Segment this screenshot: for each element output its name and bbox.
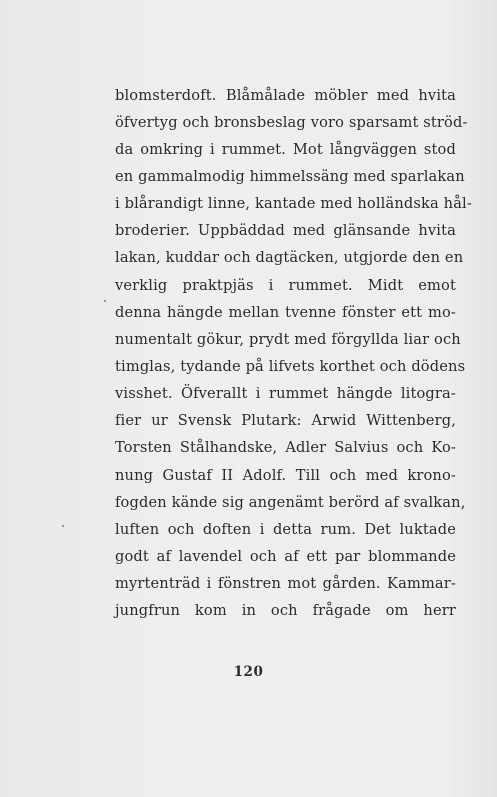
- text-line: Torsten Stålhandske, Adler Salvius och Ko-: [115, 439, 456, 456]
- text-line: fier ur Svensk Plutark: Arwid Wittenberg,: [115, 412, 456, 429]
- paper-speck: [62, 525, 64, 527]
- text-line: broderier. Uppbäddad med glänsande hvita: [115, 222, 456, 239]
- text-line: en gammalmodig himmelssäng med sparlakan: [115, 168, 465, 185]
- paper-speck: [104, 300, 106, 302]
- text-line: fogden kände sig angenämt berörd af svalkan,: [115, 494, 466, 511]
- text-line: blomsterdoft. Blåmålade möbler med hvita: [115, 87, 456, 104]
- page-number: 120: [233, 664, 264, 680]
- text-line: denna hängde mellan tvenne fönster ett mo-: [115, 304, 456, 321]
- text-line: visshet. Öfverallt i rummet hängde litogra-: [115, 385, 456, 402]
- text-line: i blårandigt linne, kantade med holländska hål-: [115, 195, 472, 212]
- text-line: timglas, tydande på lifvets korthet och dödens: [115, 358, 466, 375]
- text-line: luften och doften i detta rum. Det luktade: [115, 521, 456, 538]
- text-line: numentalt gökur, prydt med förgyllda liar och: [115, 331, 461, 348]
- text-line: lakan, kuddar och dagtäcken, utgjorde den en: [115, 249, 464, 266]
- text-line: godt af lavendel och af ett par blommande: [115, 548, 456, 565]
- text-line: öfvertyg och bronsbeslag voro sparsamt ströd-: [115, 114, 468, 131]
- text-line: myrtenträd i fönstren mot gården. Kammar-: [115, 575, 456, 592]
- text-line: jungfrun kom in och frågade om herr: [115, 602, 456, 619]
- text-line: verklig praktpjäs i rummet. Midt emot: [115, 277, 456, 294]
- text-line: da omkring i rummet. Mot långväggen stod: [115, 141, 456, 158]
- text-line: nung Gustaf II Adolf. Till och med krono-: [115, 467, 456, 484]
